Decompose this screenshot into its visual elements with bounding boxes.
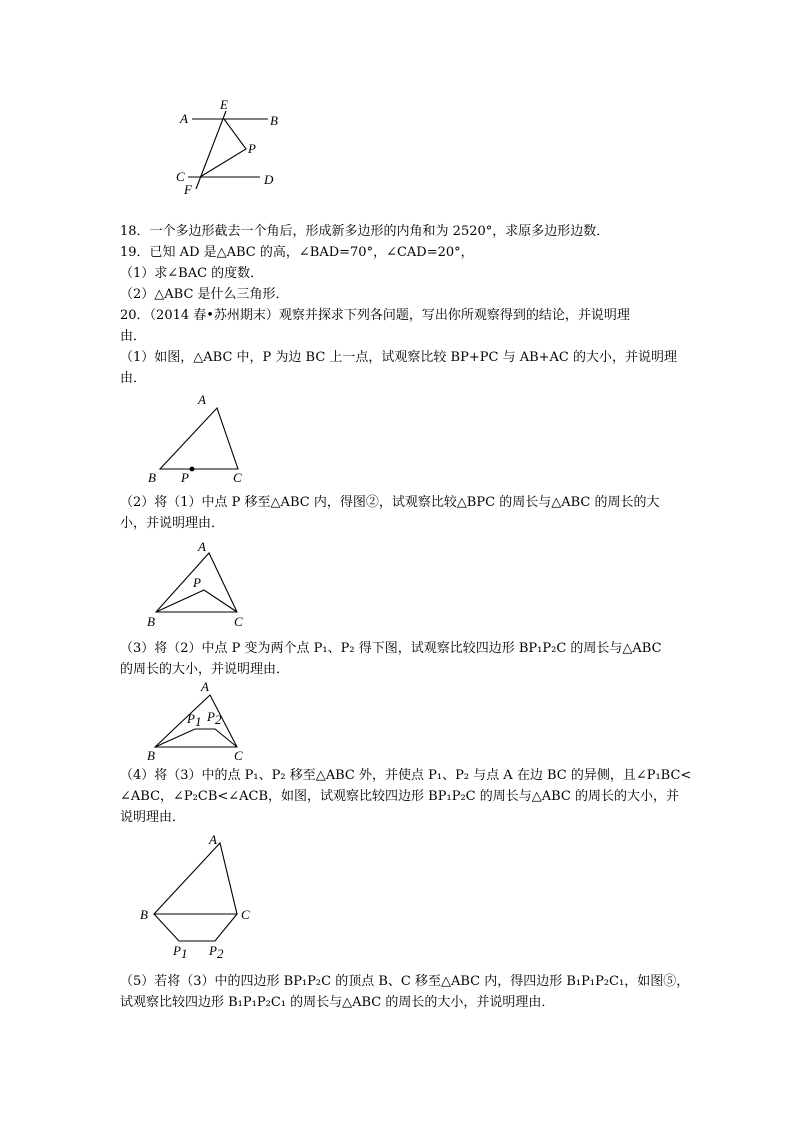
angle-p bbox=[200, 119, 246, 177]
question-20-part-3-line-1: （3）将（2）中点 P 变为两个点 P₁、P₂ 得下图，试观察比较四边形 BP₁P₂C 的周长与△ABC bbox=[120, 641, 662, 656]
figure-parallel-lines bbox=[170, 95, 290, 200]
label-p2: P2 bbox=[209, 943, 224, 961]
path-b-p1-p2-c bbox=[154, 914, 237, 941]
label-b: B bbox=[148, 470, 156, 485]
figure-triangle-point-on-bc bbox=[145, 390, 255, 490]
question-20-part-3-line-2: 的周长的大小，并说明理由． bbox=[120, 662, 290, 677]
path-b-p1-p2-c bbox=[155, 729, 237, 747]
question-20-part-1-line-2: 由． bbox=[120, 371, 147, 386]
question-20-part-2-line-2: 小，并说明理由． bbox=[120, 516, 225, 531]
label-b: B bbox=[147, 748, 155, 763]
question-18: 18．一个多边形截去一个角后，形成新多边形的内角和为 2520°，求原多边形边数． bbox=[120, 224, 610, 239]
label-a: A bbox=[198, 539, 206, 554]
figure-triangle-exterior-points bbox=[135, 828, 265, 968]
question-20-line-1: 20．（2014 春•苏州期末）观察并探求下列各问题，写出你所观察得到的结论，并说明理 bbox=[120, 308, 630, 323]
label-c: C bbox=[234, 748, 243, 763]
question-19-part-1: （1）求∠BAC 的度数． bbox=[120, 266, 264, 281]
label-f: F bbox=[184, 182, 192, 197]
label-p1: P1 bbox=[187, 711, 202, 729]
question-20-part-5-line-1: （5）若将（3）中的四边形 BP₁P₂C 的顶点 B、C 移至△ABC 内，得四边形 B₁P₁P₂C₁，如图⑤， bbox=[120, 974, 690, 989]
label-a: A bbox=[201, 679, 209, 694]
figure-triangle-two-interior-points bbox=[145, 680, 255, 765]
label-a: A bbox=[209, 832, 217, 847]
label-e: E bbox=[220, 97, 228, 112]
label-a: A bbox=[198, 392, 206, 407]
question-20-part-4-line-3: 说明理由． bbox=[120, 810, 186, 825]
segments-bp-pc bbox=[156, 590, 237, 612]
label-p: P bbox=[193, 575, 201, 590]
question-20-line-2: 由． bbox=[120, 329, 147, 344]
question-20-part-2-line-1: （2）将（1）中点 P 移至△ABC 内，得图②，试观察比较△BPC 的周长与△ABC 的周长的大 bbox=[120, 495, 660, 510]
question-20-part-4-line-2: ∠ABC，∠P₂CB<∠ACB，如图，试观察比较四边形 BP₁P₂C 的周长与△ABC 的周长的大小，并 bbox=[120, 789, 679, 804]
question-19: 19．已知 AD 是△ABC 的高，∠BAD=70°，∠CAD=20°， bbox=[120, 245, 474, 260]
label-p1: P1 bbox=[173, 943, 188, 961]
label-c: C bbox=[234, 614, 243, 629]
triangle-abc bbox=[154, 843, 237, 914]
label-p: P bbox=[248, 141, 256, 156]
triangle-abc bbox=[160, 408, 238, 469]
label-b: B bbox=[147, 614, 155, 629]
question-19-part-2: （2）△ABC 是什么三角形． bbox=[120, 287, 289, 302]
label-c: C bbox=[176, 169, 185, 184]
label-a: A bbox=[180, 111, 188, 126]
label-p: P bbox=[181, 470, 189, 485]
label-c: C bbox=[233, 470, 242, 485]
label-b: B bbox=[270, 113, 278, 128]
label-b: B bbox=[140, 907, 148, 922]
question-20-part-4-line-1: （4）将（3）中的点 P₁、P₂ 移至△ABC 外，并使点 P₁、P₂ 与点 A 在边 BC 的异侧，且∠P₁BC< bbox=[120, 768, 692, 783]
point-p bbox=[190, 467, 195, 472]
question-20-part-1-line-1: （1）如图，△ABC 中，P 为边 BC 上一点，试观察比较 BP+PC 与 AB+AC 的大小，并说明理 bbox=[120, 350, 678, 365]
label-d: D bbox=[264, 172, 274, 187]
label-c: C bbox=[241, 907, 250, 922]
label-p2: P2 bbox=[207, 709, 222, 727]
figure-triangle-interior-point bbox=[145, 538, 255, 633]
question-20-part-5-line-2: 试观察比较四边形 B₁P₁P₂C₁ 的周长与△ABC 的周长的大小，并说明理由． bbox=[120, 995, 555, 1010]
